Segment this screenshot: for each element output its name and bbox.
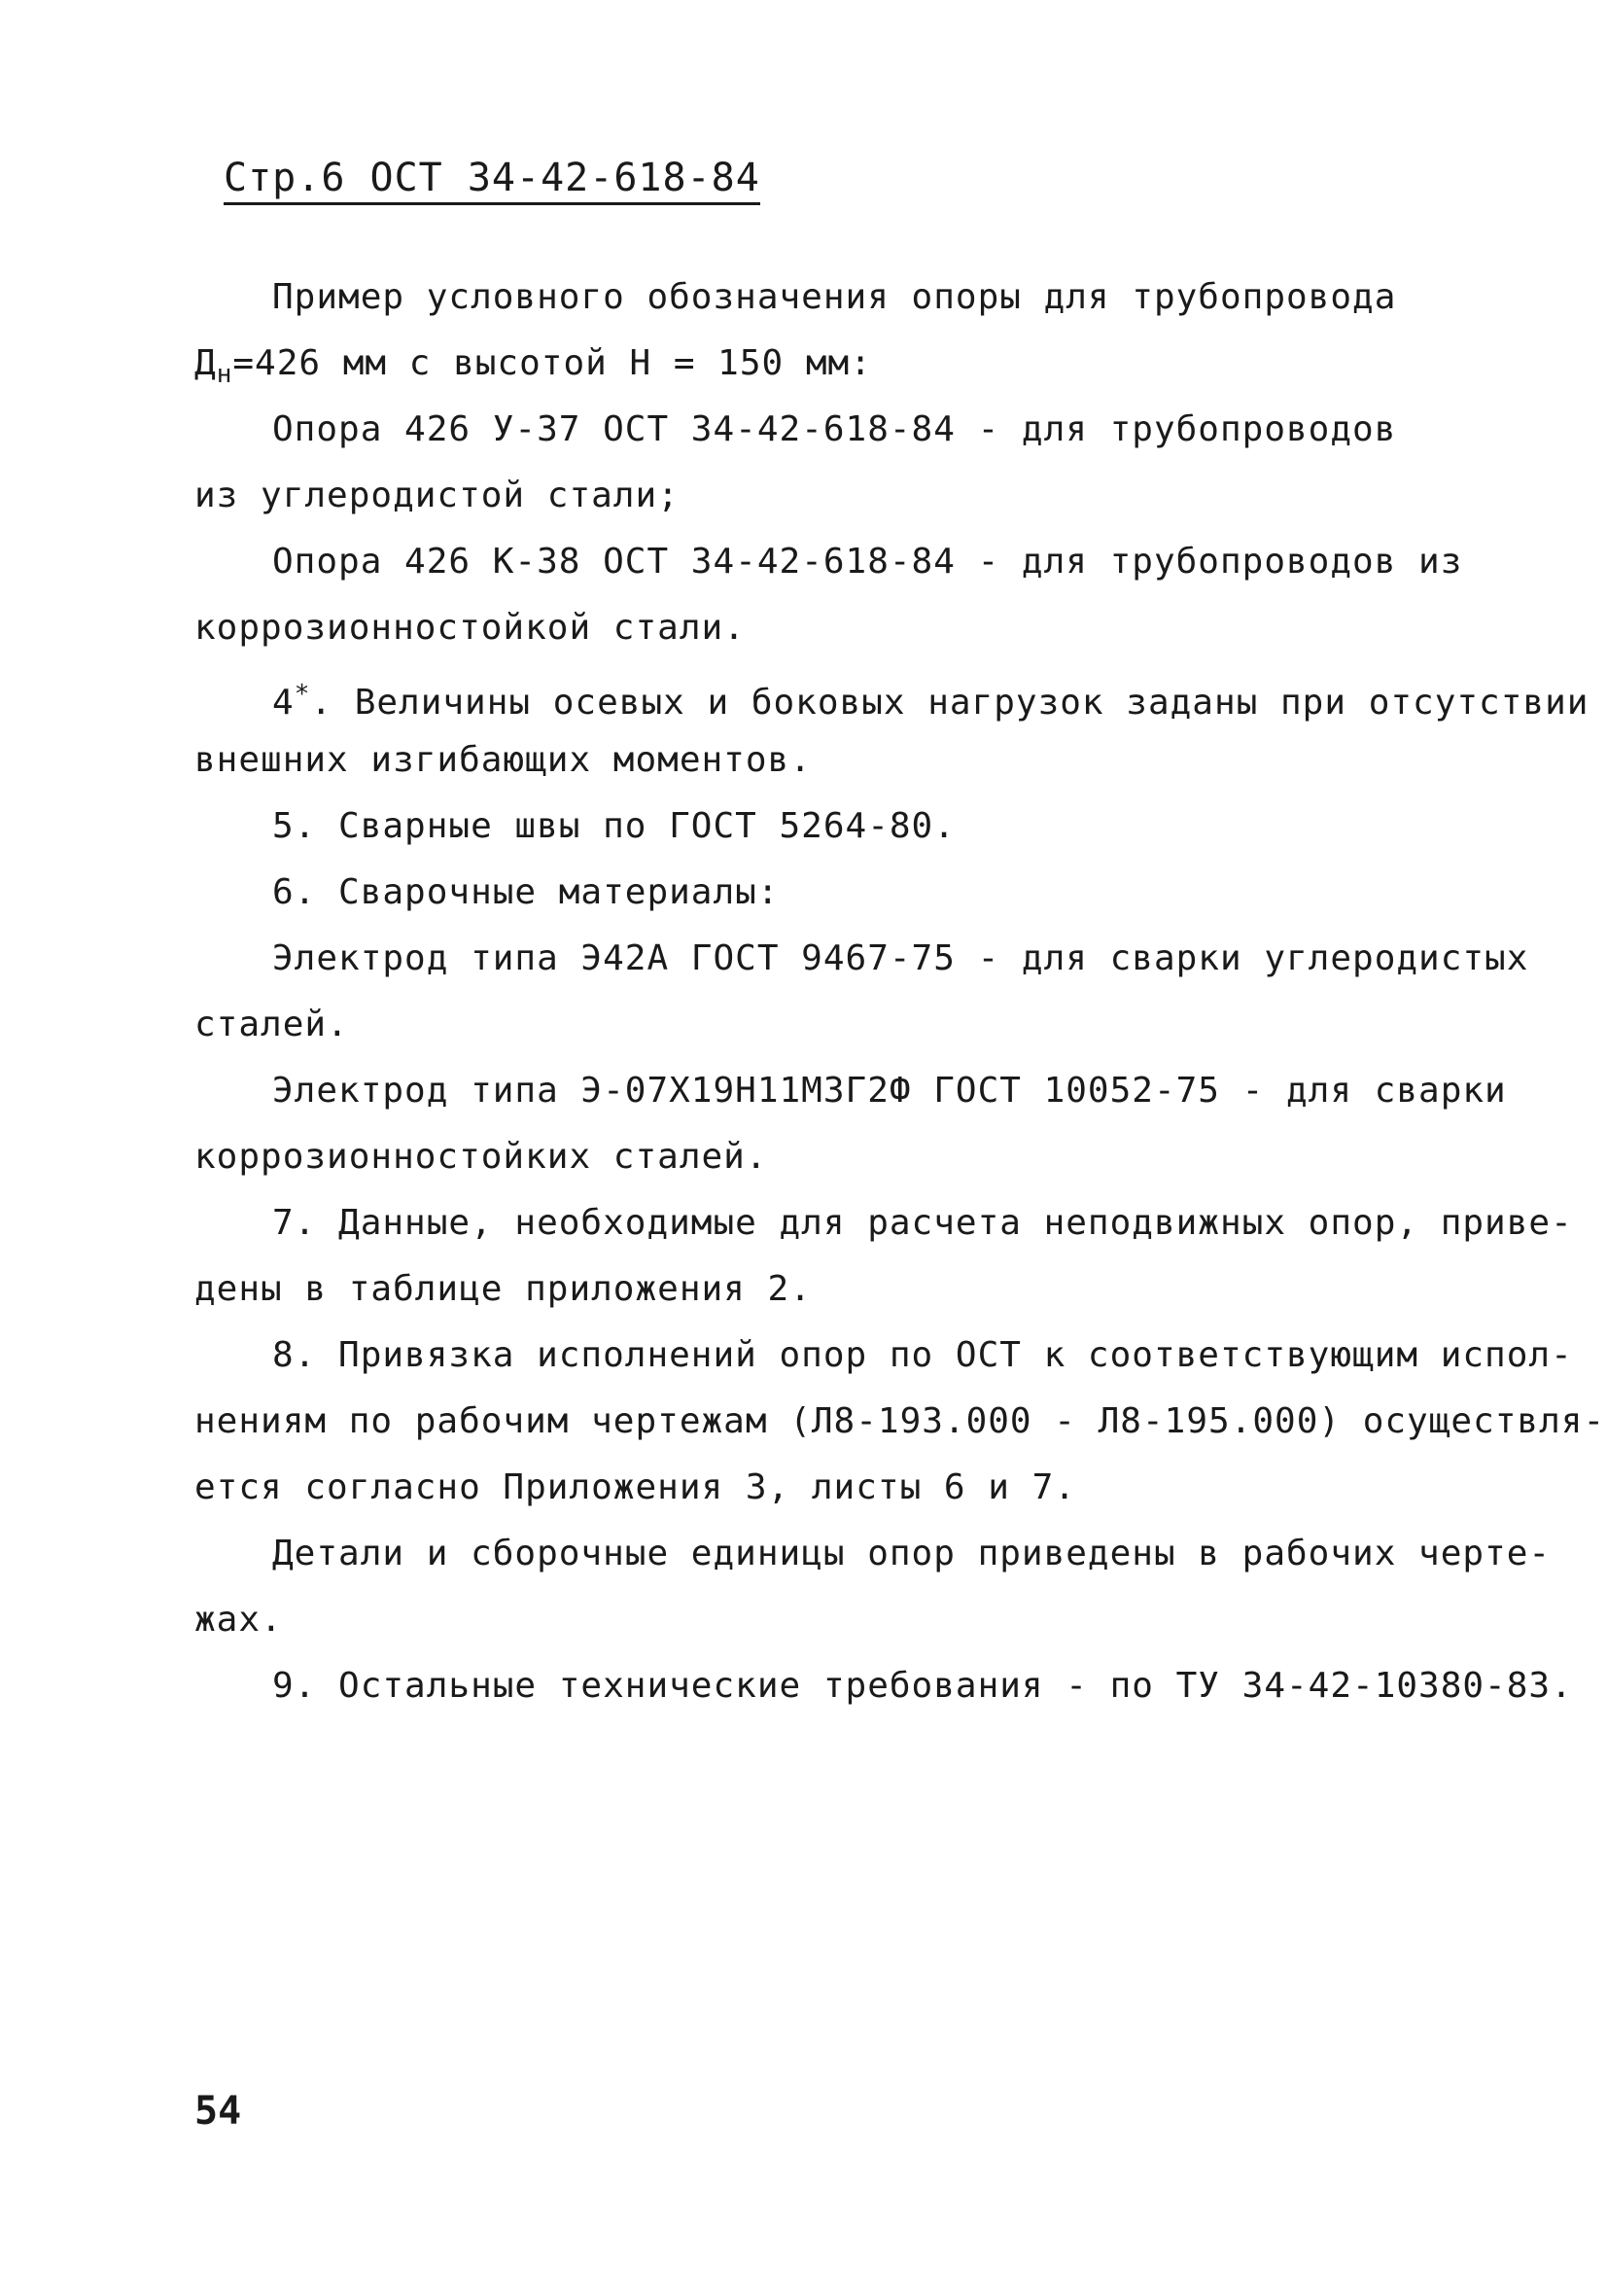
text-line: Опора 426 К-38 ОСТ 34-42-618-84 - для трубопроводов из bbox=[272, 542, 1463, 582]
document-body bbox=[194, 265, 1606, 1719]
text-line: из углеродистой стали; bbox=[194, 476, 680, 515]
text-line: 7. Данные, необходимые для расчета неподвижных опор, приве- bbox=[272, 1203, 1573, 1243]
text-line: Опора 426 У-37 ОСТ 34-42-618-84 - для трубопроводов bbox=[272, 409, 1397, 449]
text-line: Пример условного обозначения опоры для трубопровода bbox=[272, 277, 1397, 317]
text-fragment: =426 мм с высотой Н = 150 мм: bbox=[232, 343, 872, 383]
item-number: 4 bbox=[272, 683, 295, 723]
text-line bbox=[194, 661, 1590, 727]
asterisk-mark: * bbox=[294, 680, 311, 709]
page-number: 54 bbox=[194, 2089, 242, 2134]
page-header: Стр.6 ОСТ 34-42-618-84 bbox=[224, 156, 760, 205]
text-line: 6. Сварочные материалы: bbox=[272, 872, 780, 912]
text-line: коррозионностойкой стали. bbox=[194, 608, 746, 648]
text-line bbox=[194, 331, 1478, 397]
subscript: н bbox=[216, 360, 233, 389]
text-line: Электрод типа Э42А ГОСТ 9467-75 - для сварки углеродистых bbox=[272, 938, 1529, 978]
text-line: жах. bbox=[194, 1600, 283, 1640]
text-line: нениям по рабочим чертежам (Л8-193.000 - Л8-195.000) осуществля- bbox=[194, 1401, 1606, 1441]
text-line: Электрод типа Э-07Х19Н11М3Г2Ф ГОСТ 10052-75 - для сварки bbox=[272, 1071, 1507, 1111]
text-line: сталей. bbox=[194, 1005, 349, 1044]
text-line: Детали и сборочные единицы опор приведены в рабочих черте- bbox=[272, 1534, 1552, 1573]
text-fragment: Д bbox=[194, 343, 217, 383]
text-line: ется согласно Приложения 3, листы 6 и 7. bbox=[194, 1467, 1076, 1507]
text-line: коррозионностойких сталей. bbox=[194, 1137, 768, 1177]
text-line: внешних изгибающих моментов. bbox=[194, 740, 812, 780]
text-fragment: . Величины осевых и боковых нагрузок заданы при отсутствии bbox=[310, 683, 1590, 723]
text-line: 5. Сварные швы по ГОСТ 5264-80. bbox=[272, 806, 956, 846]
text-line: 9. Остальные технические требования - по ТУ 34-42-10380-83. bbox=[272, 1666, 1573, 1706]
text-line: 8. Привязка исполнений опор по ОСТ к соответствующим испол- bbox=[272, 1335, 1573, 1375]
text-line: дены в таблице приложения 2. bbox=[194, 1269, 812, 1309]
